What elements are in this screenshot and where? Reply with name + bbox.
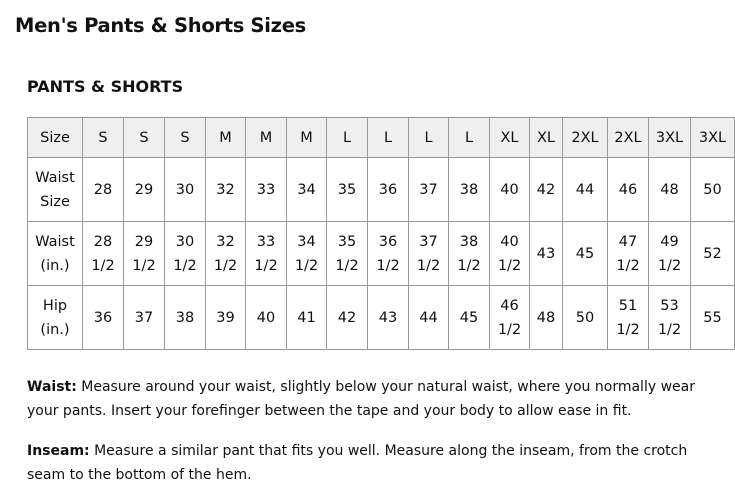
note-term: Waist: [27, 379, 77, 395]
table-cell: 52 [691, 222, 735, 286]
table-cell: 36 1/2 [368, 222, 409, 286]
note-term: Inseam: [27, 443, 90, 459]
table-cell: 29 1/2 [124, 222, 165, 286]
table-cell: 50 [691, 158, 735, 222]
table-cell: 55 [691, 286, 735, 350]
column-header: L [449, 118, 490, 158]
table-cell: 48 [649, 158, 691, 222]
table-cell: 28 1/2 [83, 222, 124, 286]
note-waist [27, 375, 727, 423]
table-cell: 38 [165, 286, 206, 350]
column-header: 2XL [608, 118, 649, 158]
column-header: L [368, 118, 409, 158]
table-cell: 40 1/2 [490, 222, 530, 286]
table-cell: 49 1/2 [649, 222, 691, 286]
table-cell: 30 1/2 [165, 222, 206, 286]
table-cell: 46 1/2 [490, 286, 530, 350]
column-header: 2XL [563, 118, 608, 158]
table-cell: 44 [563, 158, 608, 222]
size-chart-table [27, 117, 735, 350]
table-cell: 37 1/2 [409, 222, 449, 286]
table-cell: 40 [490, 158, 530, 222]
table-cell: 45 [449, 286, 490, 350]
column-header: M [287, 118, 327, 158]
table-row [28, 158, 735, 222]
table-cell: 35 [327, 158, 368, 222]
column-header: L [327, 118, 368, 158]
row-label: Waist Size [28, 158, 83, 222]
table-row [28, 222, 735, 286]
note-text: Measure a similar pant that fits you well. Measure along the inseam, from the crotch seam to the bottom of the hem. [27, 443, 688, 483]
table-cell: 37 [409, 158, 449, 222]
table-cell: 33 [246, 158, 287, 222]
table-cell: 30 [165, 158, 206, 222]
column-header: S [83, 118, 124, 158]
table-cell: 32 [206, 158, 246, 222]
header-row [28, 118, 735, 158]
table-cell: 42 [327, 286, 368, 350]
table-cell: 35 1/2 [327, 222, 368, 286]
table-cell: 47 1/2 [608, 222, 649, 286]
table-cell: 41 [287, 286, 327, 350]
column-header: S [124, 118, 165, 158]
table-cell: 53 1/2 [649, 286, 691, 350]
column-header: 3XL [649, 118, 691, 158]
note-inseam [27, 439, 727, 487]
column-header: 3XL [691, 118, 735, 158]
table-cell: 29 [124, 158, 165, 222]
table-cell: 46 [608, 158, 649, 222]
table-cell: 38 [449, 158, 490, 222]
table-cell: 43 [368, 286, 409, 350]
column-header: XL [490, 118, 530, 158]
note-text: Measure around your waist, slightly below your natural waist, where you normally wear your pants. Insert your forefinger between the tape and your body to allow ease in fit. [27, 379, 695, 419]
page-title: Men's Pants & Shorts Sizes [15, 14, 306, 37]
table-cell: 38 1/2 [449, 222, 490, 286]
column-header: Size [28, 118, 83, 158]
table-cell: 37 [124, 286, 165, 350]
column-header: L [409, 118, 449, 158]
column-header: XL [530, 118, 563, 158]
table-cell: 43 [530, 222, 563, 286]
table-cell: 48 [530, 286, 563, 350]
table-cell: 51 1/2 [608, 286, 649, 350]
section-title: PANTS & SHORTS [27, 77, 184, 96]
table-cell: 42 [530, 158, 563, 222]
table-row [28, 286, 735, 350]
table-cell: 40 [246, 286, 287, 350]
table-cell: 28 [83, 158, 124, 222]
table-cell: 39 [206, 286, 246, 350]
row-label: Waist (in.) [28, 222, 83, 286]
measurement-notes [27, 375, 727, 503]
table-cell: 32 1/2 [206, 222, 246, 286]
table-cell: 44 [409, 286, 449, 350]
table-cell: 34 1/2 [287, 222, 327, 286]
table-cell: 45 [563, 222, 608, 286]
table-cell: 50 [563, 286, 608, 350]
table-cell: 36 [368, 158, 409, 222]
column-header: M [246, 118, 287, 158]
table-cell: 36 [83, 286, 124, 350]
table-cell: 34 [287, 158, 327, 222]
row-label: Hip (in.) [28, 286, 83, 350]
column-header: M [206, 118, 246, 158]
table-cell: 33 1/2 [246, 222, 287, 286]
column-header: S [165, 118, 206, 158]
